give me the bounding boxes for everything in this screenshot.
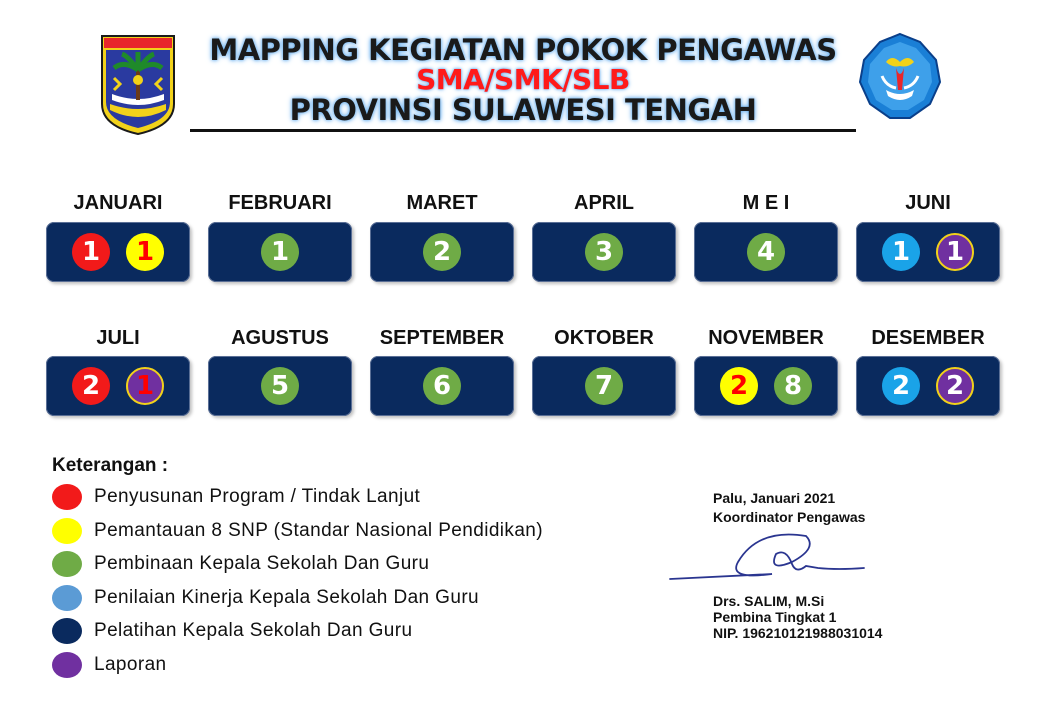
legend-label: Laporan <box>94 653 167 675</box>
activity-count-badge: 5 <box>261 367 299 405</box>
tut-wuri-handayani-logo <box>856 32 944 122</box>
place-date: Palu, Januari 2021 <box>713 490 836 506</box>
signer-name: Drs. SALIM, M.Si <box>713 593 825 609</box>
legend-item <box>52 616 412 646</box>
main-title: MAPPING KEGIATAN POKOK PENGAWAS <box>209 33 837 67</box>
month-label: JULI <box>96 327 140 349</box>
legend-label: Penilaian Kinerja Kepala Sekolah Dan Guru <box>94 586 480 608</box>
month-label: FEBRUARI <box>228 192 332 214</box>
month-label: AGUSTUS <box>231 327 329 349</box>
legend-label: Pembinaan Kepala Sekolah Dan Guru <box>94 553 430 574</box>
activity-count-badge: 1 <box>72 233 110 271</box>
activity-count-badge: 2 <box>423 233 461 271</box>
legend-color-dot <box>52 585 82 611</box>
month-box <box>46 222 190 282</box>
legend-color-dot <box>52 652 82 678</box>
legend-color-dot <box>52 551 82 577</box>
signer-nip: NIP. 196210121988031014 <box>713 625 883 641</box>
legend-item <box>52 549 429 579</box>
legend-label: Pemantauan 8 SNP (Standar Nasional Pendidikan) <box>94 519 543 541</box>
activity-count-badge: 1 <box>936 233 974 271</box>
activity-count-badge: 2 <box>936 367 974 405</box>
legend-label: Penyusunan Program / Tindak Lanjut <box>94 486 421 507</box>
month-label: DESEMBER <box>871 327 985 349</box>
signer-role: Koordinator Pengawas <box>713 509 866 525</box>
activity-count-badge: 2 <box>882 367 920 405</box>
legend-item <box>52 482 420 512</box>
month-label: M E I <box>742 192 790 214</box>
activity-count-badge: 3 <box>585 233 623 271</box>
month-label: APRIL <box>574 192 634 214</box>
month-label: NOVEMBER <box>708 327 824 349</box>
month-box <box>856 356 1000 416</box>
activity-count-badge: 7 <box>585 367 623 405</box>
month-box <box>532 222 676 282</box>
activity-count-badge: 8 <box>774 367 812 405</box>
month-box <box>694 356 838 416</box>
month-box <box>856 222 1000 282</box>
legend-title: Keterangan : <box>52 455 169 476</box>
activity-count-badge: 2 <box>720 367 758 405</box>
legend-color-dot <box>52 618 82 644</box>
activity-count-badge: 6 <box>423 367 461 405</box>
month-label: JANUARI <box>73 192 163 214</box>
month-box <box>208 222 352 282</box>
legend-color-dot <box>52 484 82 510</box>
subtitle-school-type: SMA/SMK/SLB <box>416 63 630 96</box>
activity-count-badge: 2 <box>72 367 110 405</box>
subtitle-province: PROVINSI SULAWESI TENGAH <box>289 93 757 127</box>
signer-rank: Pembina Tingkat 1 <box>713 609 837 625</box>
activity-count-badge: 4 <box>747 233 785 271</box>
month-label: JUNI <box>905 192 951 214</box>
legend-color-dot <box>52 518 82 544</box>
header-divider <box>190 129 856 132</box>
month-box <box>694 222 838 282</box>
month-label: MARET <box>406 192 478 214</box>
month-box <box>532 356 676 416</box>
activity-count-badge: 1 <box>882 233 920 271</box>
signature-image <box>668 524 868 588</box>
month-box <box>208 356 352 416</box>
activity-count-badge: 1 <box>261 233 299 271</box>
month-label: SEPTEMBER <box>379 327 505 349</box>
activity-count-badge: 1 <box>126 233 164 271</box>
legend-label: Pelatihan Kepala Sekolah Dan Guru <box>94 620 413 641</box>
month-box <box>370 222 514 282</box>
month-label: OKTOBER <box>554 327 654 349</box>
legend-item <box>52 650 167 680</box>
legend-item <box>52 516 543 546</box>
month-box <box>46 356 190 416</box>
sulawesi-tengah-emblem <box>100 34 176 136</box>
month-box <box>370 356 514 416</box>
activity-count-badge: 1 <box>126 367 164 405</box>
legend-item <box>52 583 479 613</box>
